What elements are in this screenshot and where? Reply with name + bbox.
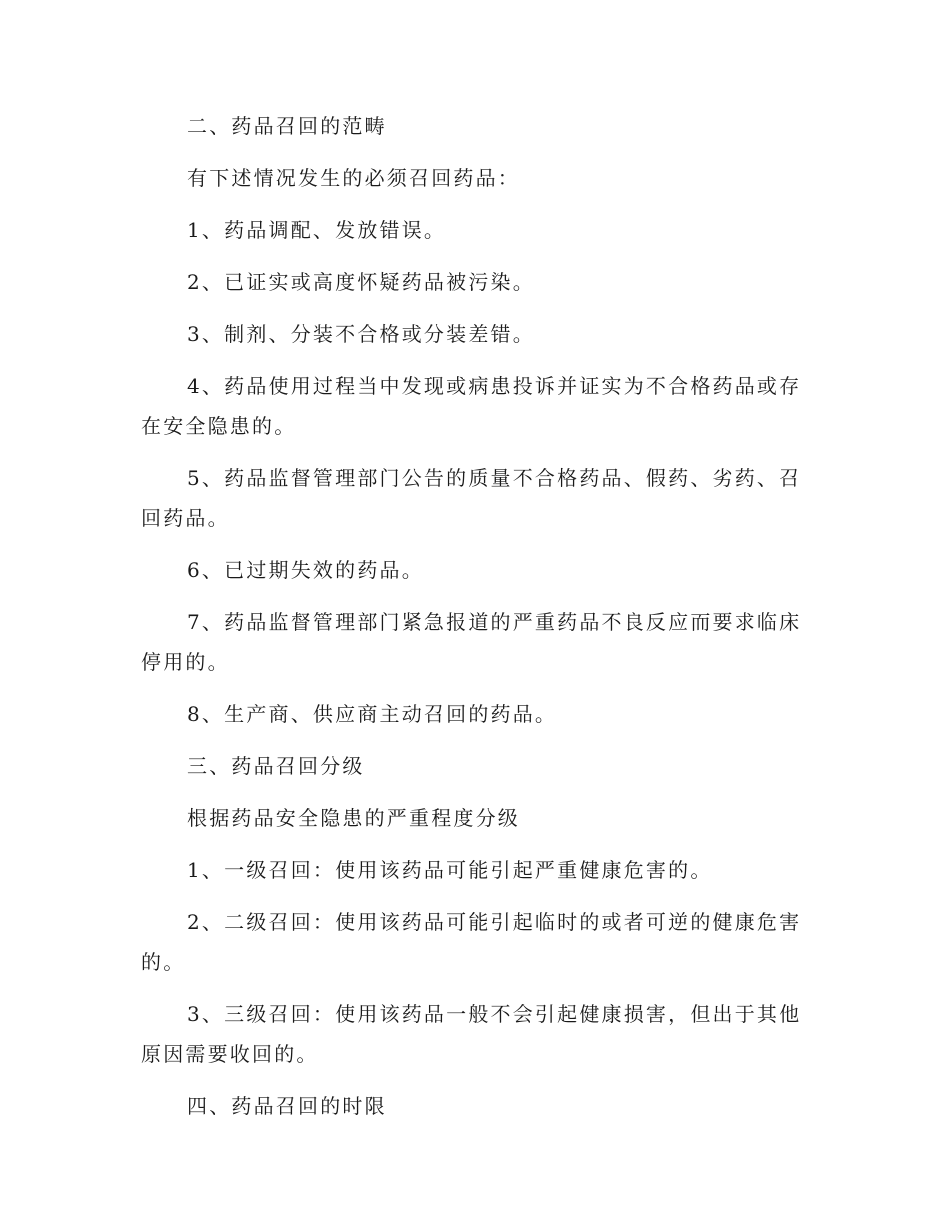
paragraph-intro: 有下述情况发生的必须召回药品： bbox=[187, 166, 520, 190]
section-heading-time-limit: 四、药品召回的时限 bbox=[187, 1094, 387, 1118]
paragraph-levels-intro: 根据药品安全隐患的严重程度分级 bbox=[187, 806, 520, 830]
list-item: 2、二级召回：使用该药品可能引起临时的或者可逆的健康危害的。 bbox=[141, 910, 802, 974]
list-item: 3、制剂、分装不合格或分装差错。 bbox=[187, 322, 535, 346]
list-item: 6、已过期失效的药品。 bbox=[187, 558, 424, 582]
list-item: 1、一级召回：使用该药品可能引起严重健康危害的。 bbox=[187, 858, 713, 882]
section-heading-scope: 二、药品召回的范畴 bbox=[187, 114, 387, 138]
list-item: 8、生产商、供应商主动召回的药品。 bbox=[187, 702, 558, 726]
list-item: 7、药品监督管理部门紧急报道的严重药品不良反应而要求临床停用的。 bbox=[141, 610, 802, 674]
list-item: 2、已证实或高度怀疑药品被污染。 bbox=[187, 270, 535, 294]
list-item: 1、药品调配、发放错误。 bbox=[187, 218, 447, 242]
list-item: 3、三级召回：使用该药品一般不会引起健康损害，但出于其他原因需要收回的。 bbox=[141, 1002, 802, 1066]
list-item: 5、药品监督管理部门公告的质量不合格药品、假药、劣药、召回药品。 bbox=[141, 466, 802, 530]
document-body bbox=[141, 106, 809, 1138]
section-heading-levels: 三、药品召回分级 bbox=[187, 754, 365, 778]
list-item: 4、药品使用过程当中发现或病患投诉并证实为不合格药品或存在安全隐患的。 bbox=[141, 374, 802, 438]
